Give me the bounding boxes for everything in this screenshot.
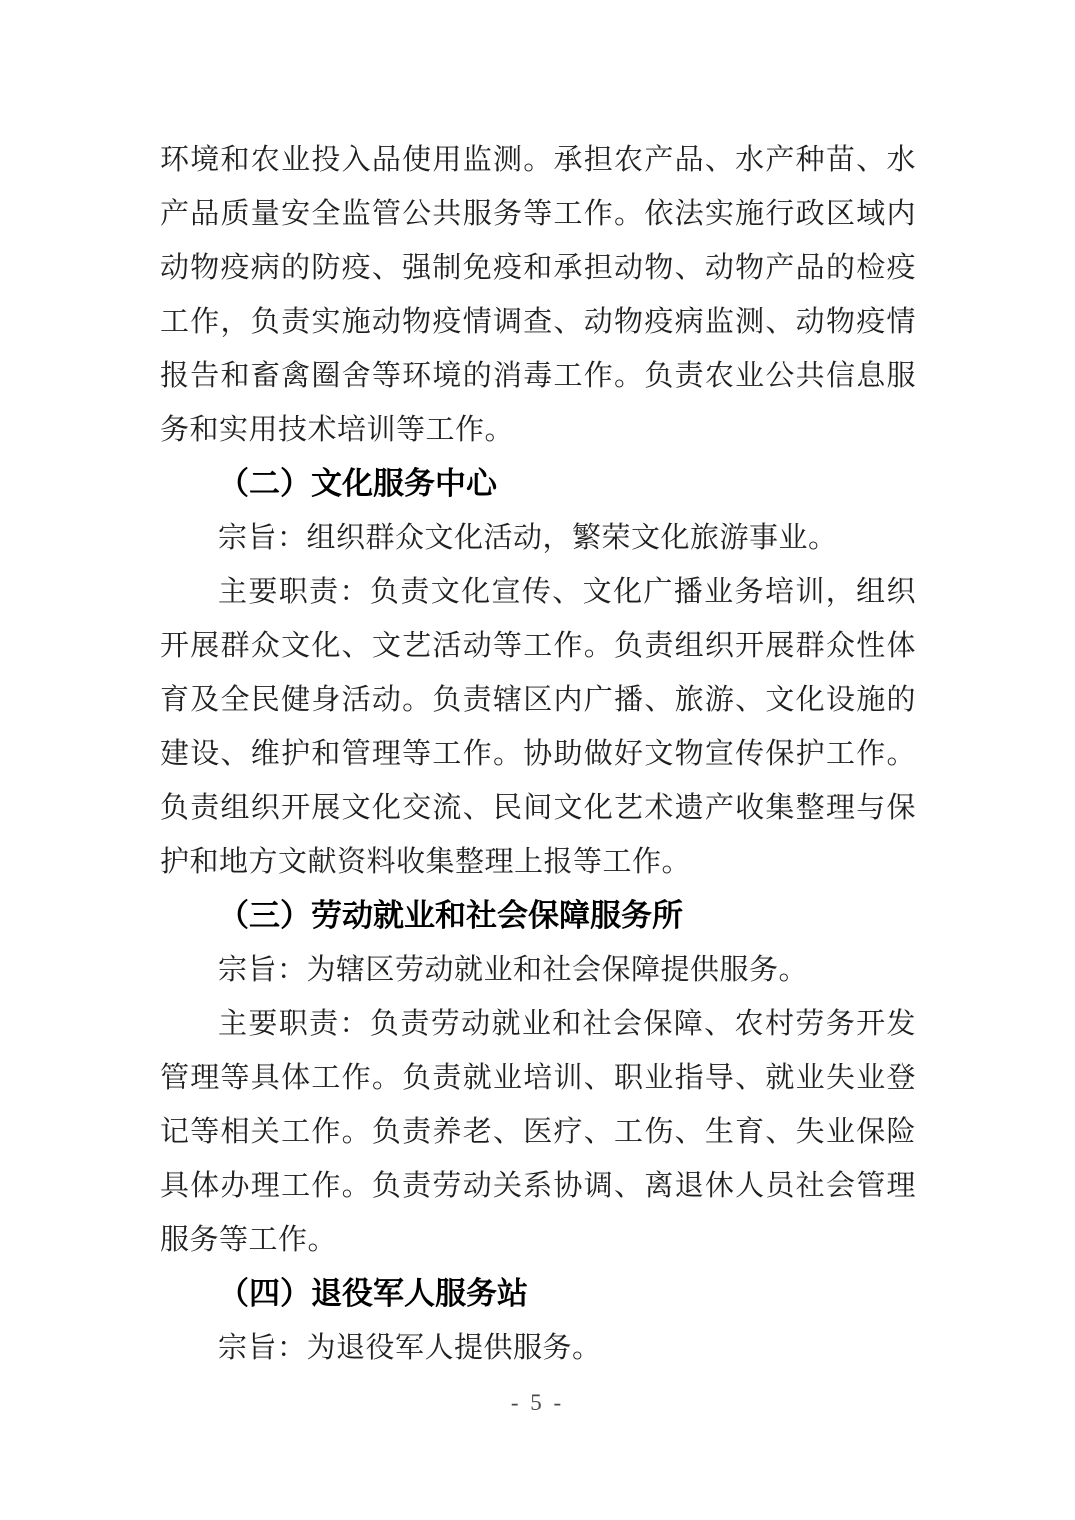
section-heading-labor-social-security-office: （三）劳动就业和社会保障服务所: [218, 898, 683, 933]
paragraph-agriculture-duties-continued: 环境和农业投入品使用监测。承担农产品、水产种苗、水产品质量安全监管公共服务等工作。依法实施行政区域内动物疫病的防疫、强制免疫和承担动物、动物产品的检疫工作，负责实施动物疫情调查、动物疫病监测、动物疫情报告和畜禽圈舍等环境的消毒工作。负责农业公共信息服务和实用技术培训等工作。: [160, 144, 916, 446]
document-body: [160, 133, 916, 1375]
paragraph-culture-duties: 主要职责：负责文化宣传、文化广播业务培训，组织开展群众文化、文艺活动等工作。负责组织开展群众性体育及全民健身活动。负责辖区内广播、旅游、文化设施的建设、维护和管理等工作。协助做好文物宣传保护工作。负责组织开展文化交流、民间文化艺术遗产收集整理与保护和地方文献资料收集整理上报等工作。: [160, 576, 916, 878]
section-heading-culture-service-center: （二）文化服务中心: [218, 466, 497, 501]
paragraph-labor-duties: 主要职责：负责劳动就业和社会保障、农村劳务开发管理等具体工作。负责就业培训、职业指导、就业失业登记等相关工作。负责养老、医疗、工伤、生育、失业保险具体办理工作。负责劳动关系协调、离退休人员社会管理服务等工作。: [160, 1008, 916, 1256]
page-number: - 5 -: [510, 1390, 565, 1415]
paragraph-culture-purpose: 宗旨：组织群众文化活动，繁荣文化旅游事业。: [218, 522, 838, 554]
paragraph-veterans-purpose: 宗旨：为退役军人提供服务。: [218, 1332, 602, 1364]
section-heading-veterans-service-station: （四）退役军人服务站: [218, 1276, 528, 1311]
paragraph-labor-purpose: 宗旨：为辖区劳动就业和社会保障提供服务。: [218, 954, 809, 986]
